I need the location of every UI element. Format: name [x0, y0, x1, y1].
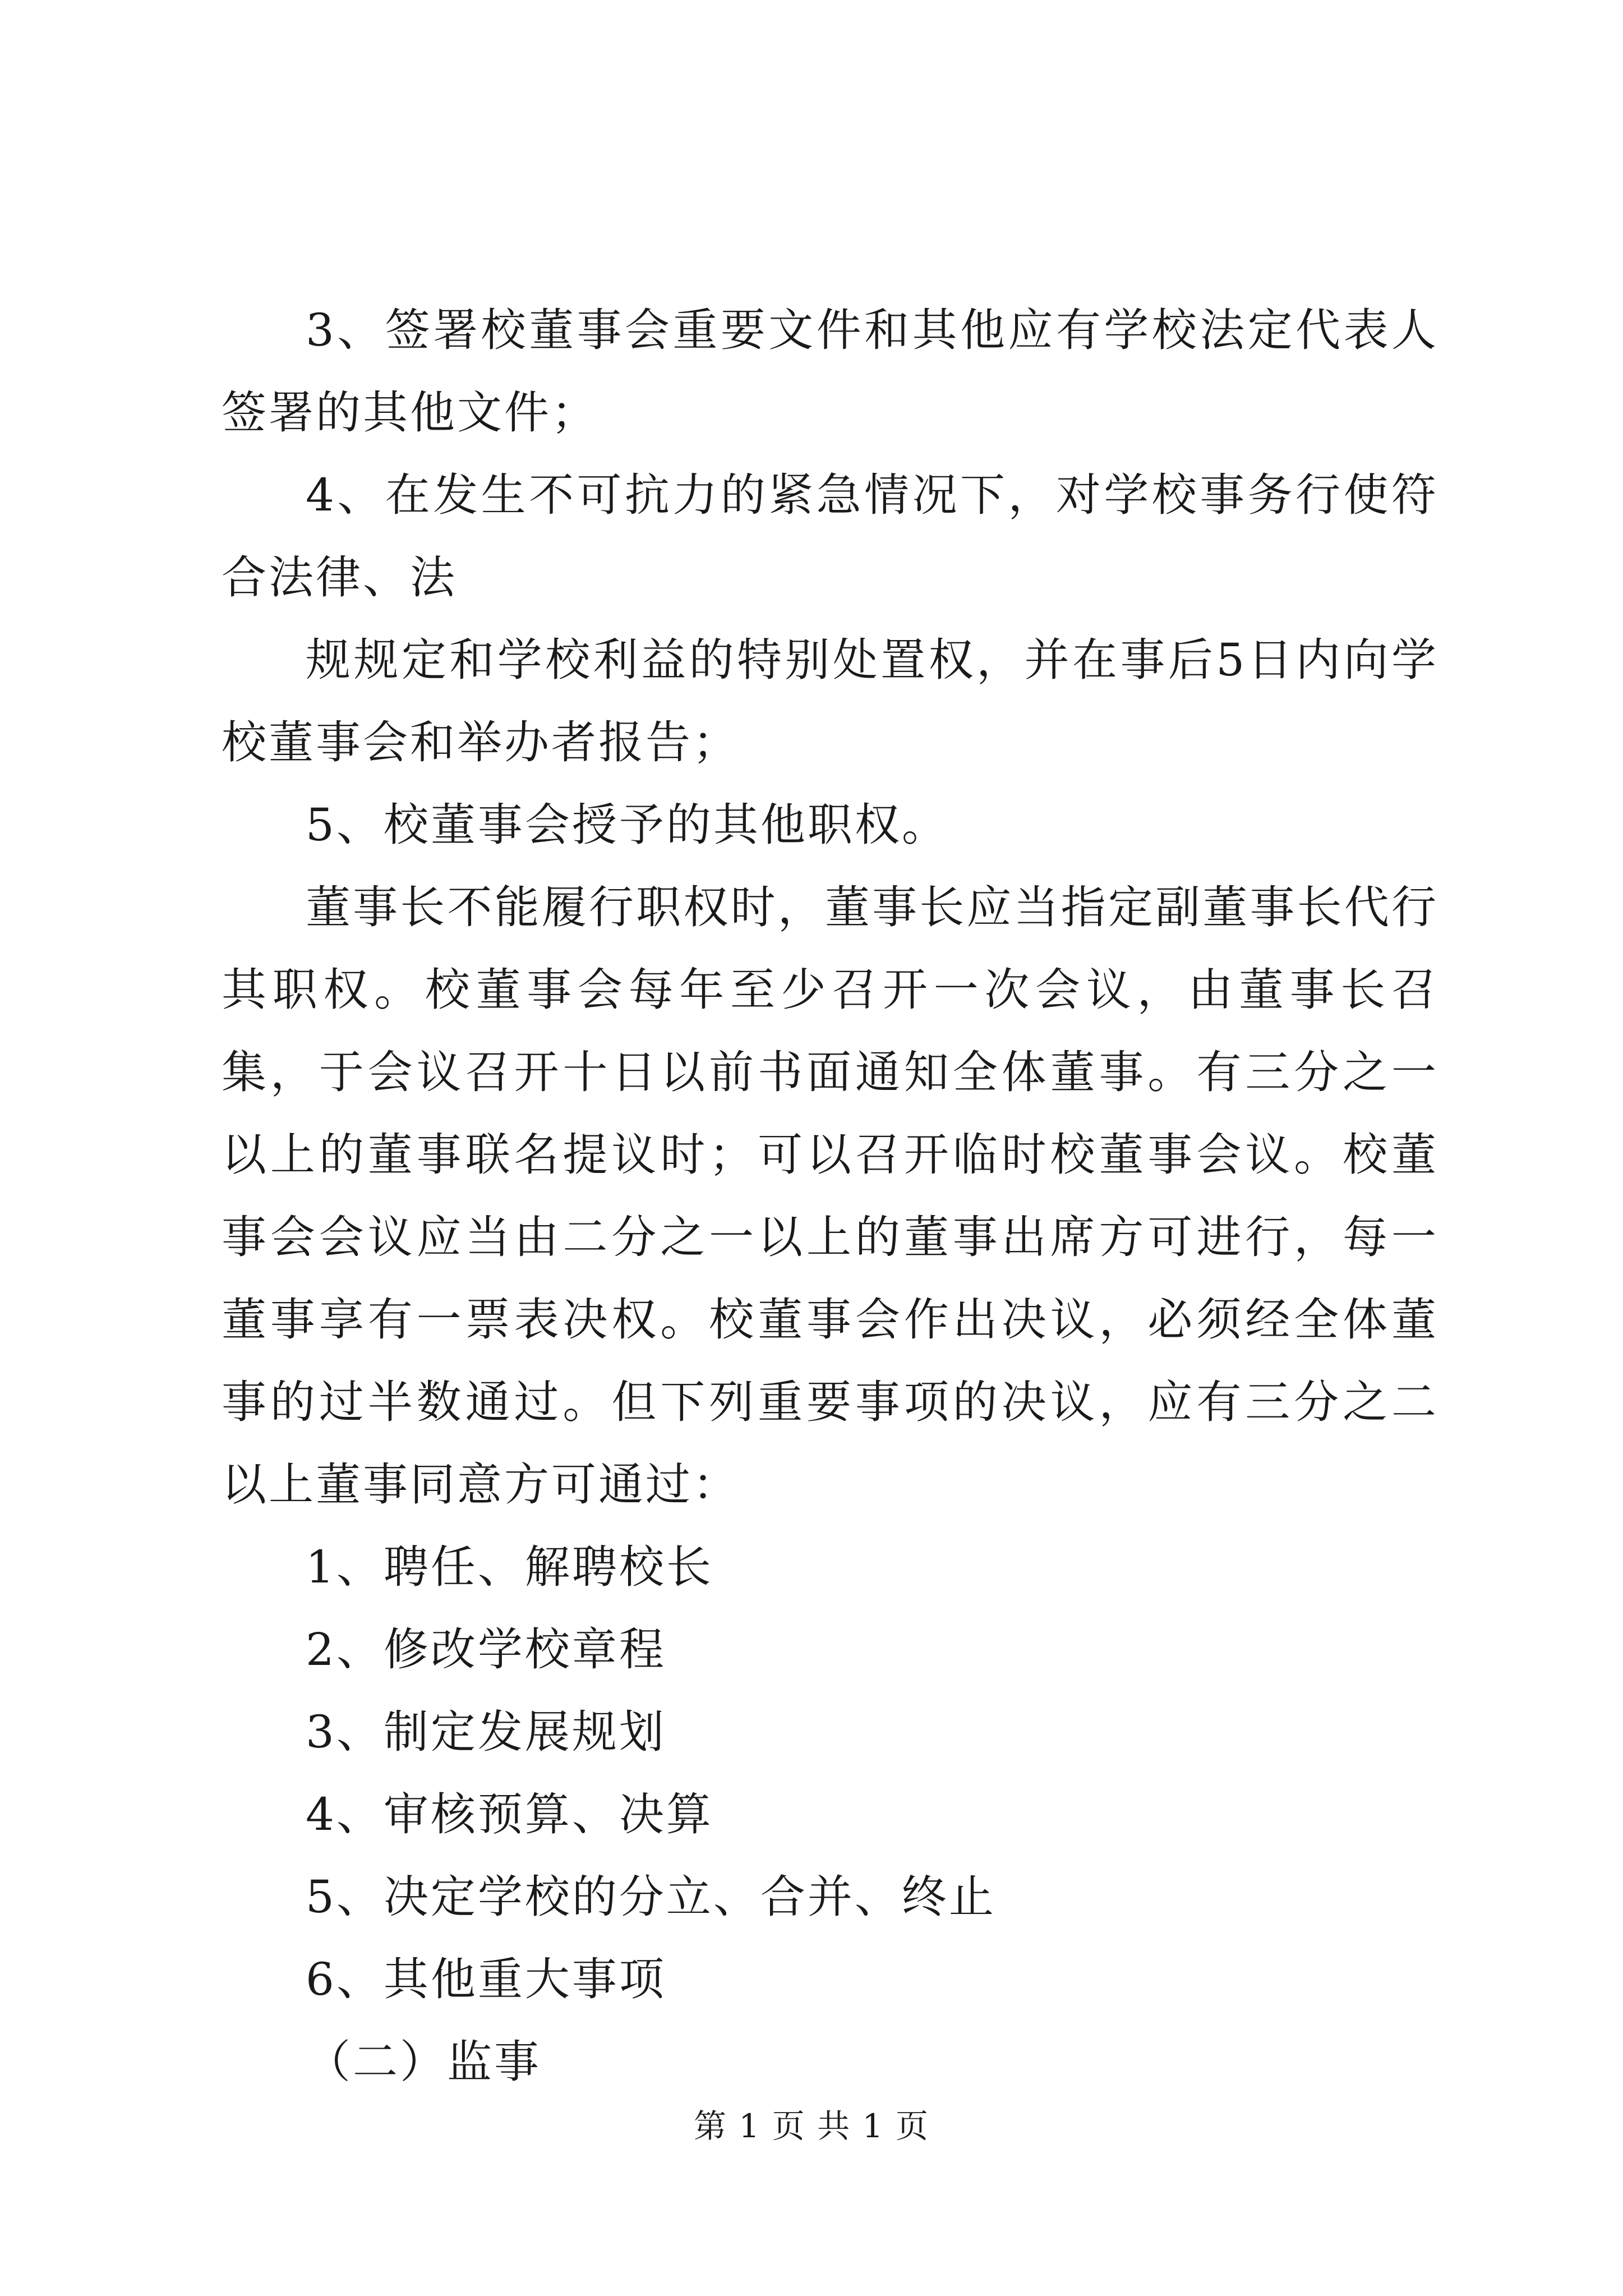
list-item: 1、聘任、解聘校长: [306, 1541, 713, 1593]
list-item: 6、其他重大事项: [306, 1953, 666, 2005]
paragraph-item-3: 3、签署校董事会重要文件和其他应有学校法定代表人签署的其他文件；: [222, 304, 1438, 439]
paragraph-item-4-continued: 规规定和学校利益的特别处置权，并在事后5日内向学校董事会和举办者报告；: [222, 634, 1438, 769]
paragraph-item-4: 4、在发生不可抗力的紧急情况下，对学校事务行使符合法律、法: [222, 469, 1438, 604]
list-item: 5、决定学校的分立、合并、终止: [306, 1871, 996, 1923]
page-number-footer: 第 1 页 共 1 页: [694, 2107, 929, 2145]
paragraph-board-meeting-rules: 董事长不能履行职权时，董事长应当指定副董事长代行其职权。校董事会每年至少召开一次会议，由董事长召集，于会议召开十日以前书面通知全体董事。有三分之一以上的董事联名提议时；可以召开临时校董事会议。校董事会会议应当由二分之一以上的董事出席方可进行，每一董事享有一票表决权。校董事会作出决议，必须经全体董事的过半数通过。但下列重要事项的决议，应有三分之二以上董事同意方可通过：: [222, 881, 1438, 1511]
list-item: 3、制定发展规划: [306, 1706, 666, 1758]
paragraph-item-5: 5、校董事会授予的其他职权。: [306, 799, 949, 851]
document-body: [222, 289, 1438, 2103]
list-item: 2、修改学校章程: [306, 1623, 666, 1676]
list-item: 4、审核预算、决算: [306, 1788, 713, 1841]
section-heading: （二）监事: [306, 2036, 541, 2088]
